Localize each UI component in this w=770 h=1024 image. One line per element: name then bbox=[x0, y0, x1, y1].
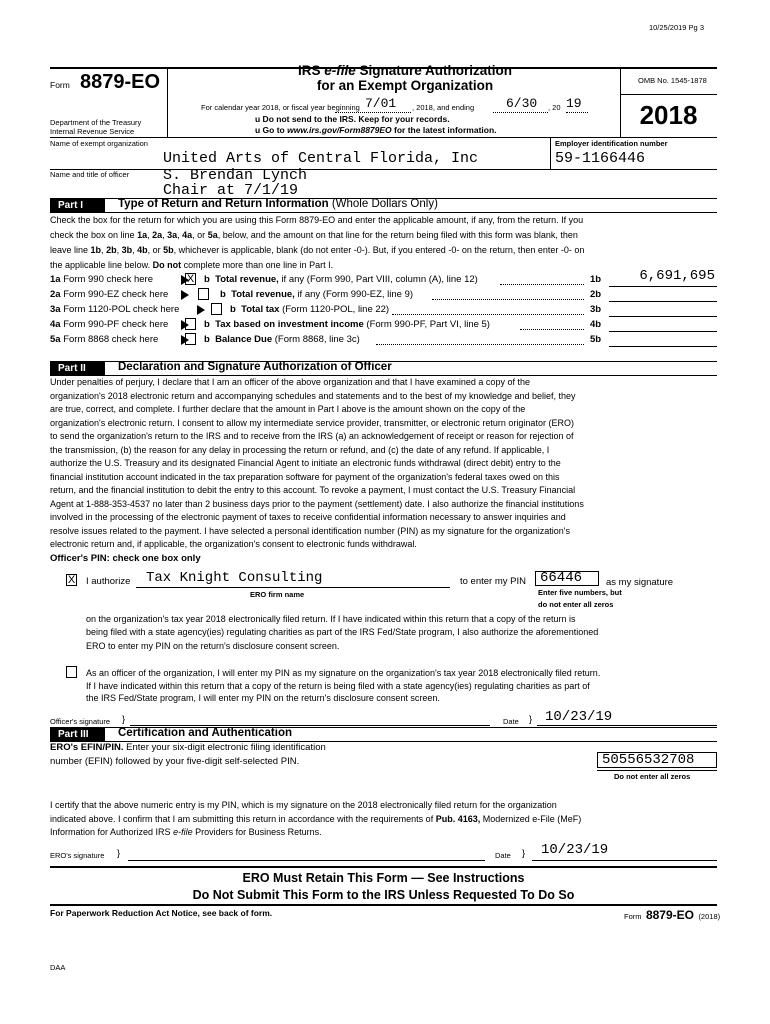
org-name-label: Name of exempt organization bbox=[50, 139, 148, 148]
form-subtitle: for an Exempt Organization bbox=[316, 78, 494, 93]
retain-notice: ERO Must Retain This Form — See Instructions bbox=[242, 871, 525, 885]
line-1b-label: b Total revenue, if any (Form 990, Part VIII, column (A), line 12) bbox=[204, 274, 478, 285]
ero-date[interactable]: 10/23/19 bbox=[541, 842, 609, 858]
ero-signature-label: ERO's signature bbox=[50, 851, 105, 860]
officer-signature-label: Officer's signature bbox=[50, 717, 111, 726]
officer-signature-mark: } bbox=[122, 714, 126, 725]
part1-intro-line3: leave line 1b, 2b, 3b, 4b, or 5b, whichever is applicable, blank (do not enter -0-). But, if you entered -0- on the return, then enter -0- on bbox=[50, 245, 585, 255]
pin-heading: Officer's PIN: check one box only bbox=[50, 553, 201, 564]
officer-label: Name and title of officer bbox=[50, 170, 130, 179]
part3-title: Certification and Authentication bbox=[118, 727, 292, 739]
fiscal-end-year[interactable]: 19 bbox=[566, 96, 582, 111]
omb-number: OMB No. 1545-1878 bbox=[638, 76, 707, 85]
declaration-line-11: involved in the processing of the electronic payment of taxes to receive confidential information necessary to answer inquiries and bbox=[50, 512, 566, 522]
officer-date-mark: } bbox=[529, 714, 533, 725]
declaration-line-9: return, and the financial institution to debit the entry to this account. To revoke a payment, I must contact the U.S. Treasury Financial bbox=[50, 485, 576, 495]
efin-pin-box[interactable] bbox=[597, 752, 717, 768]
part2-label: Part II bbox=[50, 362, 105, 375]
authorize-line-1: on the organization's tax year 2018 electronically filed return. If I have indicated within this return that a copy of the return is bbox=[86, 614, 576, 624]
declaration-line-8: financial institution account indicated in the tax preparation software for payment of the organization's federal taxes owed on this bbox=[50, 471, 560, 482]
line-2a-checkbox[interactable] bbox=[198, 288, 209, 300]
officer-pin-box[interactable] bbox=[535, 571, 599, 586]
do-not-submit-notice: Do Not Submit This Form to the IRS Unless Requested To Do So bbox=[192, 888, 575, 902]
ero-firm-label: ERO firm name bbox=[250, 590, 305, 599]
officer-title[interactable]: Chair at 7/1/19 bbox=[163, 182, 299, 199]
line-4b-label: b Tax based on investment income (Form 990-PF, Part VI, line 5) bbox=[204, 319, 490, 330]
ero-signature-mark: } bbox=[117, 848, 121, 859]
ero-firm-name[interactable]: Tax Knight Consulting bbox=[146, 570, 323, 586]
declaration-line-12: resolve issues related to the payment. I have selected a personal identification number (PIN) as my signature for the organization's bbox=[50, 525, 570, 536]
instruction-do-not-send: u Do not send to the IRS. Keep for your records. bbox=[255, 114, 450, 124]
calendar-text: For calendar year 2018, or fiscal year beginning bbox=[201, 103, 360, 112]
authorize-ero-checkbox[interactable]: X bbox=[67, 574, 76, 586]
form-number: 8879-EO bbox=[80, 71, 161, 93]
footer-form-id: Form 8879-EO (2018) bbox=[624, 908, 721, 922]
tax-year: 2018 bbox=[639, 100, 698, 130]
line-4a-checkbox[interactable] bbox=[185, 318, 196, 330]
line-3a-checkbox[interactable] bbox=[211, 303, 222, 315]
ein-label: Employer identification number bbox=[555, 139, 668, 148]
ero-date-label: Date bbox=[495, 851, 511, 860]
dept-line1: Department of the Treasury bbox=[50, 118, 142, 127]
calendar-20: , 20 bbox=[548, 103, 561, 112]
efin-note: Do not enter all zeros bbox=[614, 772, 691, 781]
declaration-line-6: the transmission, (b) the reason for any delay in processing the return or refund, and (c) the date of any refund. If applicable, I bbox=[50, 444, 550, 455]
declaration-line-4: organization's electronic return. I consent to allow my intermediate service provider, transmitter, or electronic return originator (ERO) bbox=[50, 417, 574, 428]
ero-date-mark: } bbox=[522, 848, 526, 859]
declaration-line-1: Under penalties of perjury, I declare that I am an officer of the above organization and that I have examined a copy of the bbox=[50, 377, 530, 387]
dept-line2: Internal Revenue Service bbox=[50, 127, 135, 136]
fiscal-end[interactable]: 6/30 bbox=[506, 96, 538, 111]
authorize-text: I authorize bbox=[86, 576, 131, 587]
as-signature-text: as my signature bbox=[606, 577, 674, 588]
calendar-mid: , 2018, and ending bbox=[412, 103, 475, 112]
part2-title: Declaration and Signature Authorization of Officer bbox=[118, 361, 392, 373]
line-3b-number: 3b bbox=[590, 304, 602, 315]
instruction-go-to: u Go to www.irs.gov/Form8879EO for the latest information. bbox=[255, 125, 497, 135]
org-name[interactable]: United Arts of Central Florida, Inc bbox=[163, 150, 479, 167]
part1-title: Type of Return and Return Information (Whole Dollars Only) bbox=[118, 198, 438, 210]
part1-intro-line2: check the box on line 1a, 2a, 3a, 4a, or 5a, below, and the amount on that line for the return being filed with this form was blank, then bbox=[50, 230, 578, 240]
declaration-line-2: organization's 2018 electronic return and accompanying schedules and statements and to the best of my knowledge and belief, they bbox=[50, 390, 576, 401]
part1-label: Part I bbox=[50, 199, 105, 212]
paperwork-notice: For Paperwork Reduction Act Notice, see back of form. bbox=[50, 908, 273, 918]
page-stamp: 10/25/2019 Pg 3 bbox=[648, 23, 704, 32]
efin-text1: ERO's EFIN/PIN. Enter your six-digit electronic filing identification bbox=[50, 742, 326, 753]
officer-line-2: If I have indicated within this return that a copy of the return is being filed with a state agency(ies) regulating charities as part of bbox=[86, 680, 590, 691]
header-left-divider bbox=[167, 67, 168, 137]
declaration-line-3: are true, correct, and complete. I further declare that the amount in Part I above is the amount shown on the copy of the bbox=[50, 404, 526, 414]
line-2a-label: 2a Form 990-EZ check here bbox=[50, 289, 169, 300]
line-3b-label: b Total tax (Form 1120-POL, line 22) bbox=[230, 304, 390, 315]
declaration-line-13: electronic return and, if applicable, the organization's consent to electronic funds withdrawal. bbox=[50, 539, 417, 549]
arrow-icon bbox=[181, 290, 189, 300]
line-5a-label: 5a Form 8868 check here bbox=[50, 334, 159, 345]
arrow-icon bbox=[197, 305, 205, 315]
authorize-line-2: being filed with a state agency(ies) regulating charities as part of the IRS Fed/State program, I also authorize the aforementioned bbox=[86, 627, 599, 638]
line-2b-label: b Total revenue, if any (Form 990-EZ, line 9) bbox=[220, 289, 414, 300]
declaration-line-10: Agent at 1-888-353-4537 no later than 2 business days prior to the payment (settlement) date. I also authorize the financial institutions bbox=[50, 498, 584, 509]
pin-note1: Enter five numbers, but bbox=[538, 588, 622, 597]
cert-line2: indicated above. I confirm that I am submitting this return in accordance with the requirements of Pub. 4163, Modernized e-File (MeF) bbox=[50, 814, 582, 824]
part3-label: Part III bbox=[50, 728, 105, 741]
authorize-line-3: ERO to enter my PIN on the return's disclosure consent screen. bbox=[86, 640, 340, 651]
efin-text2: number (EFIN) followed by your five-digit self-selected PIN. bbox=[50, 756, 300, 767]
line-1a-checkbox[interactable]: X bbox=[186, 273, 195, 285]
enter-pin-text: to enter my PIN bbox=[460, 576, 526, 587]
line-3a-label: 3a Form 1120-POL check here bbox=[50, 304, 180, 315]
officer-enter-pin-checkbox[interactable] bbox=[66, 666, 77, 678]
officer-line-1: As an officer of the organization, I will enter my PIN as my signature on the organization's tax year 2018 electronically filed return. bbox=[86, 668, 601, 678]
line-1a-label: 1a Form 990 check here bbox=[50, 274, 153, 285]
officer-pin: 66446 bbox=[540, 570, 583, 586]
pin-note2: do not enter all zeros bbox=[538, 600, 614, 609]
declaration-line-7: authorize the U.S. Treasury and its designated Financial Agent to initiate an electronic funds withdrawal (direct debit) entry to the bbox=[50, 458, 561, 468]
ero-signature-line[interactable] bbox=[128, 860, 485, 861]
line-2b-number: 2b bbox=[590, 289, 602, 300]
line-4b-number: 4b bbox=[590, 319, 602, 330]
officer-date-label: Date bbox=[503, 717, 519, 726]
officer-signature-line[interactable] bbox=[130, 725, 490, 726]
cert-line3: Information for Authorized IRS e-file Providers for Business Returns. bbox=[50, 827, 322, 837]
officer-date[interactable]: 10/23/19 bbox=[545, 709, 613, 725]
ein-value[interactable]: 59-1166446 bbox=[555, 150, 646, 167]
line-5b-label: b Balance Due (Form 8868, line 3c) bbox=[204, 334, 360, 345]
line-5b-number: 5b bbox=[590, 334, 602, 345]
officer-line-3: the IRS Fed/State program, I will enter my PIN on the return's disclosure consent screen. bbox=[86, 693, 440, 703]
line-1b-number: 1b bbox=[590, 274, 602, 285]
line-5a-checkbox[interactable] bbox=[185, 333, 196, 345]
line-1b-amount[interactable]: 6,691,695 bbox=[639, 268, 715, 284]
declaration-line-5: to send the organization's return to the IRS and to receive from the IRS (a) an acknowledgement of receipt or reason for rejection of bbox=[50, 431, 574, 441]
officer-name[interactable]: S. Brendan Lynch bbox=[163, 167, 308, 184]
line-4a-label: 4a Form 990-PF check here bbox=[50, 319, 169, 330]
form-word: Form bbox=[50, 80, 70, 90]
daa-mark: DAA bbox=[50, 963, 66, 972]
cert-line1: I certify that the above numeric entry is my PIN, which is my signature on the 2018 electronically filed return for the organization bbox=[50, 800, 557, 810]
fiscal-begin[interactable]: 7/01 bbox=[365, 96, 397, 111]
efin-pin: 50556532708 bbox=[602, 752, 695, 768]
part1-intro-line1: Check the box for the return for which you are using this Form 8879-EO and enter the applicable amount, if any, from the return. If you bbox=[50, 215, 584, 225]
form-title: IRS e-file Signature Authorization bbox=[297, 63, 513, 78]
part1-intro-line4: the applicable line below. Do not complete more than one line in Part I. bbox=[50, 260, 334, 270]
